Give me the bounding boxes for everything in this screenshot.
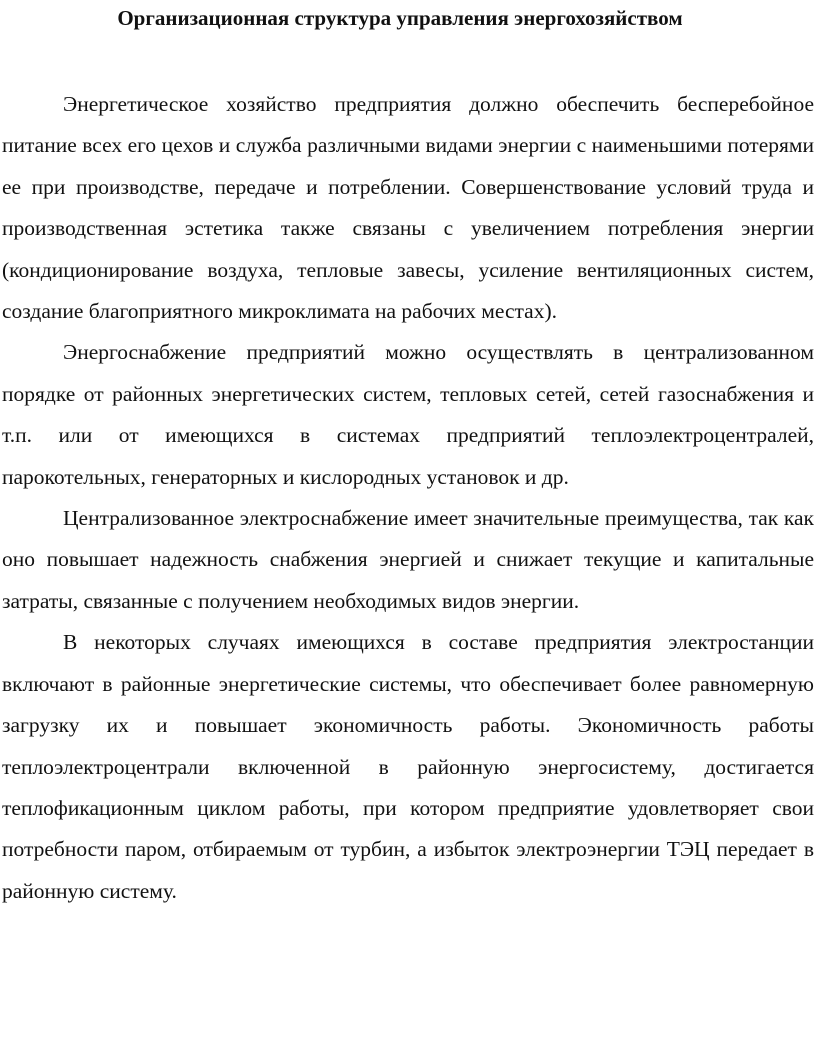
paragraph-centralized-supply: Централизованное электроснабжение имеет значительные преимущества, так как оно повышает надежность снабжения энергией и снижает текущие и капитальные затраты, связанные с получением необходимых видов энергии. — [2, 506, 814, 613]
paragraph-energy-supply: Энергоснабжение предприятий можно осуществлять в централизованном порядке от районных энергетических систем, тепловых сетей, сетей газоснабжения и т.п. или от имеющихся в системах предприятий теплоэлектроцентралей, парокотельных, генераторных и кислородных установок и др. — [2, 340, 814, 489]
paragraph-power-stations: В некоторых случаях имеющихся в составе предприятия электростанции включают в районные энергетические системы, что обеспечивает более равномерную загрузку их и повышает экономичность работы. Экономичность работы теплоэлектроцентрали включенной в районную энергосистему, достигается теплофикационным циклом работы, при котором предприятие удовлетворяет свои потребности паром, отбираемым от турбин, а избыток электроэнергии ТЭЦ передает в районную систему. — [2, 630, 814, 903]
document-body — [2, 84, 814, 912]
paragraph-energy-economy: Энергетическое хозяйство предприятия должно обеспечить бесперебойное питание всех его цехов и служба различными видами энергии с наименьшими потерями ее при производстве, передаче и потреблении. Совершенствование условий труда и производственная эстетика также связаны с увеличением потребления энергии (кондиционирование воздуха, тепловые завесы, усиление вентиляционных систем, создание благоприятного микроклимата на рабочих местах). — [2, 92, 814, 324]
document-title: Организационная структура управления энергохозяйством — [117, 6, 683, 30]
